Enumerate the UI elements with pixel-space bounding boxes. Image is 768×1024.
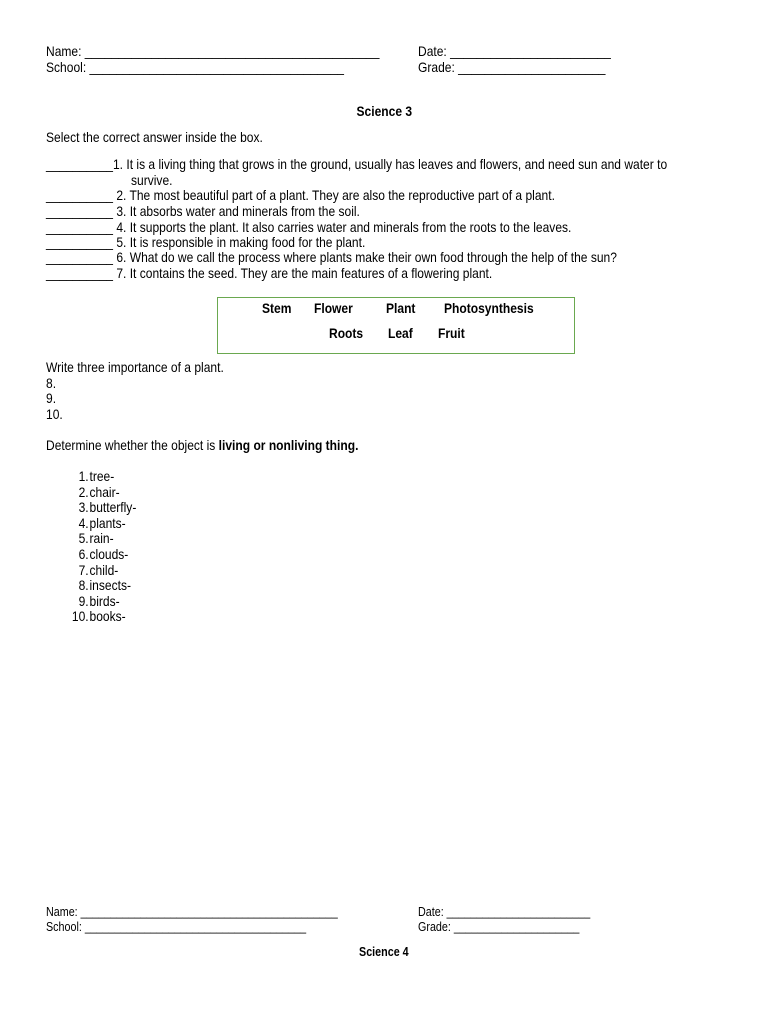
- instruction: Select the correct answer inside the box.: [46, 129, 263, 145]
- date-field-label: Date: ________________________: [418, 43, 611, 59]
- footer-section-title: Science 4: [359, 945, 409, 959]
- word-bank-word: Flower: [314, 300, 353, 316]
- school-field-label: School: ______________________________________: [46, 59, 344, 75]
- answer-blank: __________: [46, 249, 113, 265]
- question-text: 2. The most beautiful part of a plant. They are also the reproductive part of a plant.: [112, 187, 555, 203]
- footer-school-field-label: School: _____________________________________: [46, 920, 307, 934]
- name-field-label: Name: ____________________________________________: [46, 43, 380, 59]
- question-1: [46, 157, 667, 173]
- question-text: 7. It contains the seed. They are the main features of a flowering plant.: [112, 265, 493, 281]
- word-bank-word: Stem: [262, 300, 292, 316]
- answer-blank: __________: [46, 219, 113, 235]
- answer-blank: __________: [46, 265, 113, 281]
- answer-blank: __________: [46, 156, 113, 172]
- question-1-continued: survive.: [131, 172, 173, 188]
- question-text: 5. It is responsible in making food for the plant.: [112, 234, 366, 250]
- list-item: 7. child-: [78, 561, 119, 578]
- question-text: 3. It absorbs water and minerals from the soil.: [112, 203, 360, 219]
- question-text: 6. What do we call the process where plants make their own food through the help of the sun?: [112, 249, 617, 265]
- list-item: 3. butterfly-: [78, 499, 137, 516]
- footer-grade-field-label: Grade: _____________________: [418, 920, 580, 934]
- living-list: [68, 468, 137, 625]
- living-prompt: Determine whether the object is living or nonliving thing.: [46, 437, 359, 453]
- list-item: 8. insects-: [78, 577, 131, 594]
- list-item: 5. rain-: [78, 530, 114, 547]
- word-bank-word: Photosynthesis: [444, 300, 534, 316]
- list-item: 10. books-: [71, 608, 126, 625]
- answer-blank: __________: [46, 187, 113, 203]
- footer-date-field-label: Date: ________________________: [418, 905, 591, 919]
- answer-blank: __________: [46, 234, 113, 250]
- importance-prompt: Write three importance of a plant.: [46, 359, 224, 375]
- importance-item-8: 8.: [46, 375, 57, 391]
- grade-field-label: Grade: ______________________: [418, 59, 606, 75]
- section-title: Science 3: [356, 103, 412, 119]
- word-bank-word: Plant: [386, 300, 416, 316]
- list-item: 9. birds-: [78, 592, 120, 609]
- word-bank-word: Leaf: [388, 325, 413, 341]
- question-2: [46, 188, 555, 204]
- footer-name-field-label: Name: ___________________________________________: [46, 905, 338, 919]
- question-3: [46, 204, 360, 220]
- question-text: 1. It is a living thing that grows in the ground, usually has leaves and flowers, and need sun and water to: [112, 156, 668, 172]
- list-item: 2. chair-: [78, 483, 120, 500]
- living-prompt-bold: living or nonliving thing.: [218, 437, 359, 453]
- list-item: 1. tree-: [78, 468, 115, 484]
- importance-item-10: 10.: [46, 406, 63, 422]
- word-bank-word: Roots: [329, 325, 364, 341]
- question-text: 4. It supports the plant. It also carries water and minerals from the roots to the leaves.: [112, 219, 572, 235]
- word-bank-word: Fruit: [438, 325, 465, 341]
- question-7: [46, 266, 492, 282]
- list-item: 6. clouds-: [78, 545, 129, 562]
- list-item: 4. plants-: [78, 514, 126, 531]
- question-6: [46, 250, 617, 266]
- answer-blank: __________: [46, 203, 113, 219]
- importance-item-9: 9.: [46, 390, 57, 406]
